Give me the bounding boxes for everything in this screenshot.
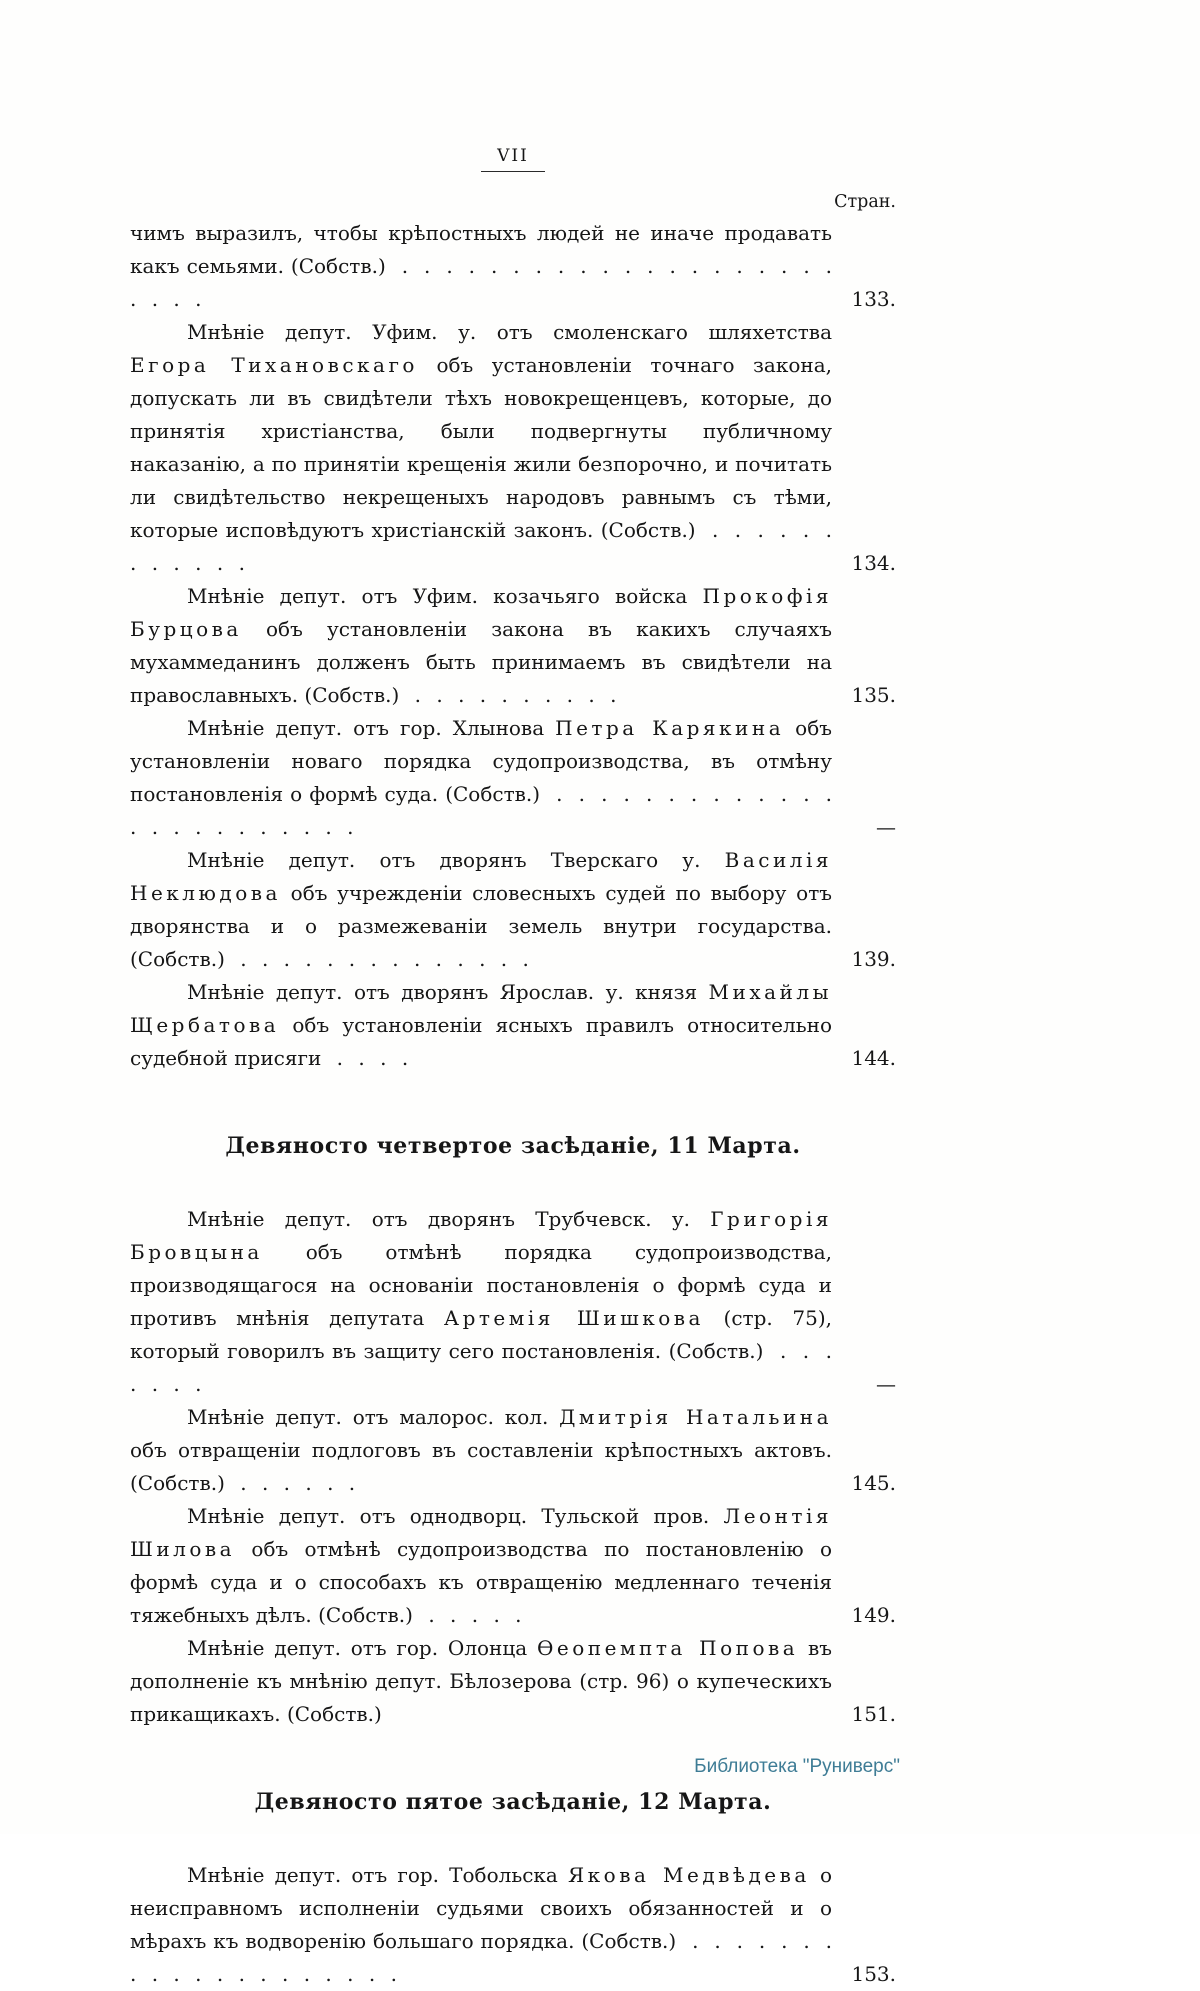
dot-leaders: . . . . . . . . . . <box>399 683 617 707</box>
person-name: Петра Карякина <box>555 716 785 740</box>
entry-page-number: 133. <box>851 287 896 311</box>
entry-page-number: — <box>876 1372 896 1396</box>
page-content <box>130 146 896 1991</box>
toc-sections <box>130 217 896 1991</box>
entry-page-number: — <box>876 815 896 839</box>
entry-text: (стр. 75), который говорилъ въ защиту сего постановленія. (Собств.) <box>130 1306 833 1363</box>
person-name: Леонтія Шилова <box>130 1504 832 1561</box>
dot-leaders: . . . . <box>321 1046 409 1070</box>
dot-leaders: . . . . . . . . . . . . . . <box>224 947 529 971</box>
entry-text: объ установленіи точнаго закона, допускать ли въ свидѣтели тѣхъ новокрещенцевъ, которые, до принятія христіанства, были подвергнуты публичному наказанію, а по принятіи крещенія жили безпорочно, и почитать ли свидѣтельство некрещеныхъ народовъ равнымъ съ тѣми, которые исповѣдуютъ христіанскій законъ. (Собств.) <box>130 353 832 542</box>
page-number-column-header: Стран. <box>834 192 896 212</box>
entry-text: Мнѣніе депут. отъ дворянъ Тверскаго у. <box>187 848 725 872</box>
toc-entry <box>130 217 896 316</box>
person-name: Григорія Бровцына <box>130 1207 832 1264</box>
entry-text: Мнѣніе депут. отъ дворянъ Ярослав. у. князя <box>187 980 709 1004</box>
entry-page-number: 135. <box>851 683 896 707</box>
entry-text: объ учрежденіи словесныхъ судей по выбору отъ дворянства и о размежеваніи земель внутри государства. (Собств.) <box>130 881 832 971</box>
folio-row <box>130 146 896 172</box>
entry-text: объ установленіи новаго порядка судопроизводства, въ отмѣну постановленія о формѣ суда. (Собств.) <box>130 716 832 806</box>
toc-entry <box>130 316 896 580</box>
entry-text: объ установленіи закона въ какихъ случаяхъ мухаммеданинъ долженъ быть принимаемъ въ свидѣтели на православныхъ. (Собств.) <box>130 617 832 707</box>
entry-text: Мнѣніе депут. отъ гор. Хлынова <box>187 716 556 740</box>
library-watermark: Библиотека "Руниверс" <box>694 1756 900 1777</box>
entry-page-number: 139. <box>851 947 896 971</box>
person-name: Артемія Шишкова <box>443 1306 704 1330</box>
toc-entry <box>130 580 896 712</box>
page-folio: VII <box>481 146 545 172</box>
dot-leaders: . . . . . . . . . . . . . . . . . . . . . . . . <box>130 782 833 839</box>
entry-text: о неисправномъ исполненіи судьями своихъ обязанностей и о мѣрахъ къ водворенію большаго порядка. (Собств.) <box>130 1863 832 1953</box>
entry-page-number: 153. <box>851 1962 896 1986</box>
person-name: Дмитрія Натальина <box>559 1405 832 1429</box>
entry-text: Мнѣніе депут. Уфим. у. отъ смоленскаго шляхетства <box>187 320 832 344</box>
entry-text: объ отмѣнѣ порядка судопроизводства, производящагося на основаніи постановленія о формѣ суда и противъ мнѣнія депутата <box>130 1240 832 1330</box>
entry-page-number: 144. <box>851 1046 896 1070</box>
dot-leaders: . . . . . . . . . . . . . . . . . . . . . . . . <box>130 254 832 311</box>
entry-page-number: 151. <box>851 1702 896 1726</box>
toc-entry <box>130 1203 896 1401</box>
dot-leaders: . . . . . . . . . . . . . . . . . . . . <box>130 1929 832 1986</box>
toc-entry <box>130 1632 896 1731</box>
section-heading: Девяносто четвертое засѣданіе, 11 Марта. <box>225 1133 801 1159</box>
toc-entry <box>130 1401 896 1500</box>
entry-page-number: 149. <box>851 1603 896 1627</box>
dot-leaders: . . . . . . . . . . . . <box>130 518 832 575</box>
entry-text: Мнѣніе депут. отъ гор. Олонца <box>187 1636 537 1660</box>
toc-entry <box>130 976 896 1075</box>
dot-leaders: . . . . . <box>412 1603 522 1627</box>
person-name: Михайлы Щербатова <box>130 980 832 1037</box>
person-name: Якова Медвѣдева <box>568 1863 810 1887</box>
entry-text: Мнѣніе депут. отъ малорос. кол. <box>187 1405 560 1429</box>
entry-page-number: 145. <box>851 1471 896 1495</box>
entry-text: Мнѣніе депут. отъ Уфим. козачьяго войска <box>187 584 703 608</box>
entry-text: объ отвращеніи подлоговъ въ составленіи крѣпостныхъ актовъ. (Собств.) <box>130 1438 832 1495</box>
entry-text: Мнѣніе депут. отъ однодворц. Тульской пров. <box>187 1504 724 1528</box>
entry-text: Мнѣніе депут. отъ дворянъ Трубчевск. у. <box>187 1207 711 1231</box>
entry-text: чимъ выразилъ, чтобы крѣпостныхъ людей не иначе продавать какъ семьями. (Собств.) <box>130 221 832 278</box>
entry-text: объ отмѣнѣ судопроизводства по постановленію о формѣ суда и о способахъ къ отвращенію медленнаго теченія тяжебныхъ дѣлъ. (Собств.) <box>130 1537 832 1627</box>
toc-entry <box>130 712 896 844</box>
toc-entry <box>130 1500 896 1632</box>
entry-page-number: 134. <box>851 551 896 575</box>
dot-leaders: . . . . . . . <box>130 1339 832 1396</box>
person-name: Егора Тихановскаго <box>130 353 418 377</box>
toc-entry <box>130 844 896 976</box>
person-name: Василія Неклюдова <box>130 848 832 905</box>
section-heading: Девяносто пятое засѣданіе, 12 Марта. <box>254 1789 772 1815</box>
person-name: Ѳеопемпта Попова <box>537 1636 799 1660</box>
entry-text: объ установленіи ясныхъ правилъ относительно судебной присяги <box>130 1013 832 1070</box>
toc-entry <box>130 1859 896 1991</box>
person-name: Прокофія Бурцова <box>130 584 832 641</box>
dot-leaders: . . . . . . <box>224 1471 356 1495</box>
entry-text: Мнѣніе депут. отъ гор. Тобольска <box>187 1863 568 1887</box>
entry-text: въ дополненіе къ мнѣнію депут. Бѣлозерова (стр. 96) о купеческихъ прикащикахъ. (Собств.) <box>130 1636 832 1726</box>
